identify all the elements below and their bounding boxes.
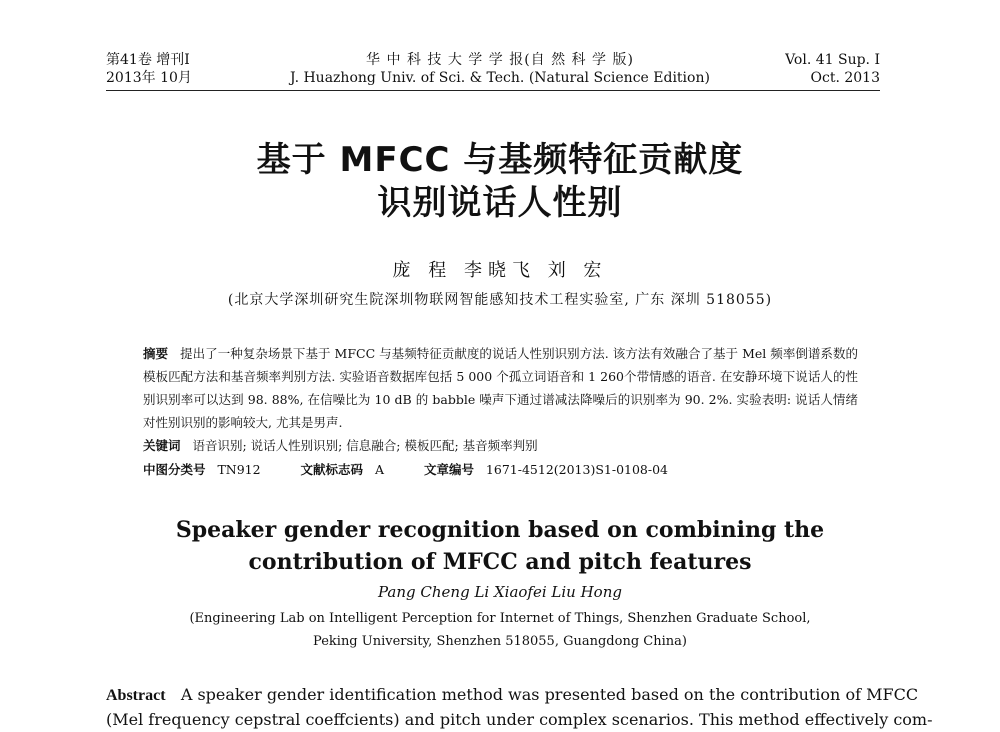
journal-date-en: Oct. 2013 bbox=[810, 70, 880, 86]
paper-title-en-line2: contribution of MFCC and pitch features bbox=[248, 549, 752, 575]
abstract-cn-label: 摘要 bbox=[143, 346, 169, 361]
article-no-value: 1671-4512(2013)S1-0108-04 bbox=[485, 462, 669, 477]
authors-en: Pang Cheng Li Xiaofei Liu Hong bbox=[378, 583, 622, 601]
journal-date: 2013年 10月 bbox=[106, 70, 192, 86]
authors-cn: 庞 程 李晓飞 刘 宏 bbox=[392, 260, 608, 281]
keywords-cn-label: 关键词 bbox=[143, 438, 181, 453]
paper-title-cn-line2: 识别说话人性别 bbox=[377, 183, 623, 223]
paper-title-cn-line1: 基于 MFCC 与基频特征贡献度 bbox=[256, 140, 744, 180]
abstract-cn-text: 提出了一种复杂场景下基于 MFCC 与基频特征贡献度的说话人性别识别方法. 该方法有效融合了基于 Mel 频率倒谱系数的模板匹配方法和基音频率判别方法. 实验语音数据库包括 5 000 个孤立词语音和 1 260个带情感的语音. 在安静环境下说话人的性别识别率可以达到 98. 88%, 在信噪比为 10 dB 的 babble 噪声下通过谱减法降噪后的识别率为 90. 2%. 实验表明: 说话人情绪对性别识别的影响较大, 尤其是男声. bbox=[143, 346, 858, 430]
clc-value: TN912 bbox=[217, 462, 261, 477]
header-rule bbox=[106, 90, 880, 91]
journal-name-cn: 华 中 科 技 大 学 学 报(自 然 科 学 版) bbox=[366, 52, 634, 68]
abstract-cn bbox=[143, 342, 858, 434]
affiliation-cn: (北京大学深圳研究生院深圳物联网智能感知技术工程实验室, 广东 深圳 518055) bbox=[227, 292, 773, 308]
abstract-en-label: Abstract bbox=[106, 687, 166, 704]
doc-code-label: 文献标志码 bbox=[300, 462, 364, 477]
classification-line bbox=[143, 458, 668, 481]
clc-label: 中图分类号 bbox=[143, 462, 206, 477]
journal-volume: 第41卷 增刊Ⅰ bbox=[106, 52, 190, 68]
journal-volume-en: Vol. 41 Sup. Ⅰ bbox=[785, 52, 880, 68]
keywords-cn-text: 语音识别; 说话人性别识别; 信息融合; 模板匹配; 基音频率判别 bbox=[192, 438, 538, 453]
abstract-en-line1 bbox=[106, 682, 918, 708]
abstract-en-text-line1: A speaker gender identification method was presented based on the contribution of MFCC bbox=[180, 685, 919, 704]
doc-code-value: A bbox=[374, 462, 385, 477]
paper-title-en-line1: Speaker gender recognition based on combining the bbox=[175, 517, 825, 543]
abstract-en-line2: (Mel frequency cepstral coeffcients) and pitch under complex scenarios. This method effectively com- bbox=[106, 710, 933, 729]
journal-name-en: J. Huazhong Univ. of Sci. & Tech. (Natural Science Edition) bbox=[290, 70, 710, 86]
keywords-cn bbox=[143, 434, 858, 457]
affiliation-en-line1: (Engineering Lab on Intelligent Perception for Internet of Things, Shenzhen Graduate School, bbox=[189, 611, 811, 626]
article-no-label: 文章编号 bbox=[423, 462, 474, 477]
affiliation-en-line2: Peking University, Shenzhen 518055, Guangdong China) bbox=[313, 634, 687, 649]
